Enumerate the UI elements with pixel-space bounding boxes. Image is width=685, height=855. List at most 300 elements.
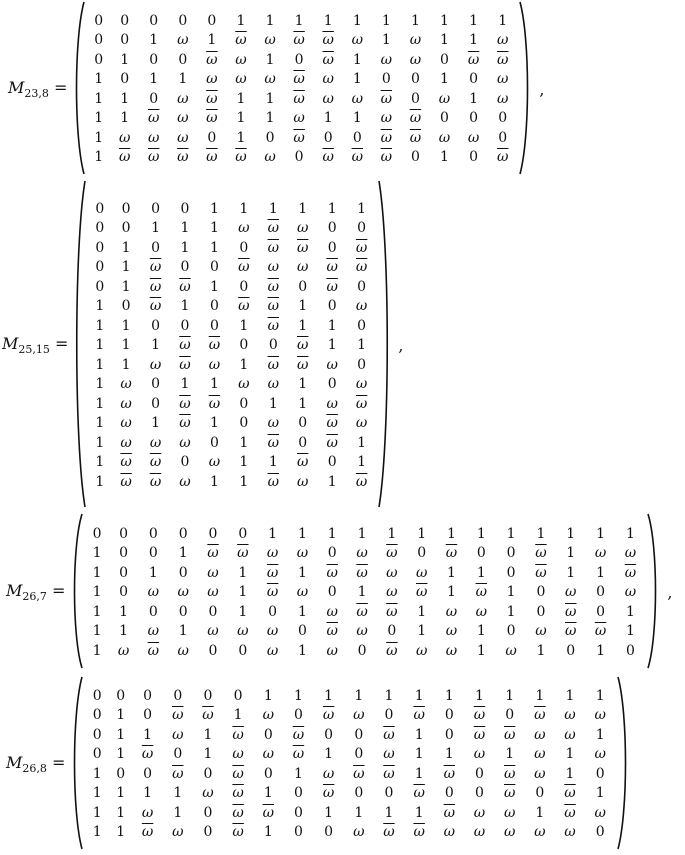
matrix-entry: 1 <box>323 12 333 29</box>
matrix-entry: $\overline{\omega}$ <box>118 149 131 166</box>
matrix-label: $M_{25,15}$ = <box>2 333 69 357</box>
matrix-entry: 1 <box>384 687 394 704</box>
matrix-entry: ω <box>467 129 480 146</box>
matrix-entry: ω <box>445 623 458 639</box>
matrix-entry: $\overline{\omega}$ <box>380 149 393 166</box>
matrix-entry: 1 <box>94 110 104 127</box>
matrix-entry: 1 <box>203 726 213 743</box>
matrix-entry: 0 <box>387 623 397 639</box>
matrix-row <box>85 725 615 745</box>
matrix-entry: ω <box>120 395 132 412</box>
matrix-entry: 0 <box>327 454 337 470</box>
matrix-entry: ω <box>594 545 607 561</box>
matrix-entry: 0 <box>381 71 391 88</box>
matrix-entry: 1 <box>121 317 131 334</box>
matrix-entry: 1 <box>298 395 308 412</box>
matrix-entry: 1 <box>476 642 486 659</box>
matrix-entry: $\overline{\omega}$ <box>172 765 184 782</box>
matrix-entry: 1 <box>354 804 364 821</box>
matrix-entry: 0 <box>505 707 515 724</box>
matrix-entry: $\overline{\omega}$ <box>238 298 250 314</box>
matrix-entry: 0 <box>469 71 479 88</box>
right-paren <box>645 511 661 674</box>
matrix-entry: 0 <box>357 642 367 659</box>
matrix-entry: 1 <box>357 434 367 451</box>
matrix-entry: $\overline{\omega}$ <box>238 259 250 275</box>
matrix-entry: 1 <box>209 415 219 431</box>
matrix-entry: $\overline{\omega}$ <box>179 278 191 295</box>
matrix-entry: 0 <box>327 298 337 314</box>
matrix-entry: 1 <box>505 687 515 704</box>
matrix-entry: 0 <box>120 32 130 49</box>
matrix-entry: $\overline{\omega}$ <box>149 259 162 275</box>
matrix-entry: ω <box>202 785 214 802</box>
matrix-entry: 1 <box>565 765 575 782</box>
matrix-entry: ω <box>564 726 576 743</box>
matrix-entry: ω <box>505 642 517 659</box>
matrix-entry: 0 <box>208 603 218 620</box>
matrix-entry: 0 <box>151 317 160 334</box>
matrix-entry: 1 <box>327 337 337 353</box>
matrix-entry: 1 <box>381 32 391 49</box>
matrix-entry: 1 <box>294 12 304 29</box>
matrix-entry: 0 <box>357 278 367 295</box>
matrix-entry: 1 <box>209 239 219 256</box>
matrix-entry: ω <box>624 545 637 561</box>
matrix-entry: 1 <box>239 473 249 490</box>
matrix-entry: 1 <box>265 51 275 68</box>
matrix-entry: ω <box>534 746 546 763</box>
matrix-entry: ω <box>564 707 576 724</box>
matrix-entry: ω <box>147 584 160 600</box>
matrix-grid <box>85 524 645 661</box>
matrix-entry: $\overline{\omega}$ <box>293 129 305 146</box>
matrix-entry: 0 <box>178 564 188 581</box>
matrix-entry: 1 <box>297 642 307 659</box>
matrix-entry: 0 <box>506 623 516 639</box>
matrix-entry: ω <box>237 623 249 639</box>
matrix-entry: 0 <box>323 129 333 146</box>
matrix-entry: ω <box>297 220 309 236</box>
matrix-entry: ω <box>351 90 363 107</box>
matrix-entry: 0 <box>208 642 218 659</box>
matrix-entry: 1 <box>417 623 427 639</box>
matrix-entry: 0 <box>475 765 484 782</box>
matrix-row <box>87 148 517 168</box>
matrix-entry: 1 <box>414 687 424 704</box>
matrix-entry: ω <box>266 623 279 639</box>
matrix-entry: $\overline{\omega}$ <box>326 623 338 639</box>
matrix-entry: 1 <box>268 454 278 470</box>
matrix-entry: 0 <box>357 220 367 236</box>
matrix-entry: $\overline{\omega}$ <box>326 278 338 295</box>
matrix-entry: 1 <box>203 746 213 763</box>
matrix-entry: ω <box>386 564 398 581</box>
matrix-entry: ω <box>120 434 132 451</box>
matrix-entry: 1 <box>92 785 102 802</box>
matrix-entry: 1 <box>92 824 102 841</box>
matrix-entry: $\overline{\omega}$ <box>266 564 279 581</box>
matrix-entry: 0 <box>208 525 218 542</box>
matrix-row <box>85 784 615 804</box>
matrix-entry: 0 <box>327 545 337 561</box>
matrix-entry: 0 <box>209 298 219 314</box>
matrix-entry: 0 <box>203 765 213 782</box>
matrix-row <box>85 621 645 641</box>
matrix-row <box>88 296 376 316</box>
matrix-entry: 0 <box>173 746 183 763</box>
matrix-entry: ω <box>293 110 305 127</box>
matrix-entry: 0 <box>180 317 190 334</box>
matrix-entry: 1 <box>298 317 308 334</box>
matrix-row <box>85 641 645 661</box>
matrix-entry: 0 <box>209 434 219 451</box>
left-paren <box>69 674 85 855</box>
matrix-entry: 1 <box>95 454 105 470</box>
matrix-entry: ω <box>296 545 309 561</box>
matrix-entry: ω <box>267 415 279 431</box>
matrix-row <box>88 238 376 258</box>
matrix-entry: $\overline{\omega}$ <box>206 110 218 127</box>
matrix-entry: 1 <box>95 356 105 373</box>
matrix-row <box>88 472 376 492</box>
matrix-entry: 0 <box>95 200 105 217</box>
matrix-entry: 1 <box>566 564 576 581</box>
matrix-entry: 0 <box>354 746 364 763</box>
matrix-entry: 1 <box>95 317 105 334</box>
matrix-block-m26-7 <box>0 512 672 672</box>
matrix-entry: ω <box>326 603 338 620</box>
left-paren <box>71 0 87 180</box>
matrix-entry: 0 <box>327 239 337 256</box>
right-paren <box>376 178 392 513</box>
matrix-entry: $\overline{\omega}$ <box>594 623 607 639</box>
matrix-entry: 1 <box>92 765 102 782</box>
right-paren <box>615 674 631 855</box>
matrix-entry: 0 <box>239 278 249 295</box>
matrix-label: $M_{26,7}$ = <box>6 580 66 604</box>
matrix-entry: $\overline{\omega}$ <box>565 623 577 639</box>
matrix-entry: 1 <box>294 765 303 782</box>
matrix-row <box>88 413 376 433</box>
matrix-entry: 0 <box>119 545 129 561</box>
matrix-entry: 1 <box>384 804 394 821</box>
matrix-entry: $\overline{\omega}$ <box>497 51 509 68</box>
matrix-entry: $\overline{\omega}$ <box>415 584 428 600</box>
matrix-entry: 0 <box>116 687 126 704</box>
matrix-entry: 1 <box>178 623 188 639</box>
matrix-row <box>85 706 615 726</box>
matrix-entry: 1 <box>440 12 449 29</box>
matrix-entry: 0 <box>239 415 249 431</box>
matrix-entry: ω <box>386 584 398 600</box>
matrix-entry: 1 <box>536 525 546 542</box>
matrix-entry: 0 <box>149 90 159 107</box>
matrix-entry: ω <box>297 473 309 490</box>
matrix-entry: $\overline{\omega}$ <box>232 804 244 821</box>
matrix-entry: 1 <box>95 473 105 490</box>
matrix-row <box>85 686 615 706</box>
matrix-entry: 1 <box>387 525 397 542</box>
matrix-entry: ω <box>232 746 244 763</box>
matrix-entry: 0 <box>294 824 303 841</box>
matrix-row <box>85 524 645 544</box>
matrix-entry: $\overline{\omega}$ <box>267 434 279 451</box>
matrix-entry: $\overline{\omega}$ <box>355 259 368 275</box>
matrix-entry: 1 <box>239 356 249 373</box>
matrix-entry: $\overline{\omega}$ <box>326 415 338 431</box>
matrix-entry: 0 <box>298 278 308 295</box>
matrix-entry: ω <box>208 356 221 373</box>
matrix-entry: 0 <box>116 765 126 782</box>
matrix-entry: $\overline{\omega}$ <box>267 317 279 334</box>
matrix-entry: $\overline{\omega}$ <box>322 149 334 166</box>
matrix-entry: ω <box>235 71 247 88</box>
matrix-entry: 1 <box>180 220 190 236</box>
matrix-row <box>85 543 645 563</box>
matrix-row <box>85 764 615 784</box>
matrix-entry: 1 <box>92 804 102 821</box>
matrix-entry: ω <box>473 824 486 841</box>
matrix-entry: $\overline{\omega}$ <box>322 785 335 802</box>
matrix-entry: 0 <box>143 707 153 724</box>
matrix-entry: 1 <box>447 564 456 581</box>
matrix-entry: ω <box>207 584 219 600</box>
matrix-entry: 1 <box>444 687 454 704</box>
left-paren <box>69 511 85 674</box>
matrix-entry: $\overline{\omega}$ <box>297 337 309 353</box>
matrix-entry: 1 <box>121 239 131 256</box>
matrix-entry: $\overline{\omega}$ <box>235 149 247 166</box>
matrix-entry: $\overline{\omega}$ <box>351 149 363 166</box>
matrix-row <box>87 128 517 148</box>
matrix-entry: 1 <box>625 623 635 639</box>
matrix-entry: ω <box>438 129 451 146</box>
matrix-entry: ω <box>355 376 368 392</box>
matrix-entry: 1 <box>294 687 303 704</box>
matrix-entry: $\overline{\omega}$ <box>141 746 154 763</box>
matrix-entry: 1 <box>180 239 190 256</box>
matrix-entry: 1 <box>239 454 249 470</box>
matrix-entry: $\overline{\omega}$ <box>409 110 422 127</box>
matrix-entry: 0 <box>410 90 420 107</box>
matrix-entry: ω <box>262 707 274 724</box>
matrix-entry: 1 <box>596 564 606 581</box>
matrix-entry: 0 <box>178 12 188 29</box>
matrix-entry: ω <box>409 51 422 68</box>
matrix-entry: 0 <box>294 785 303 802</box>
matrix-entry: $\overline{\omega}$ <box>148 149 160 166</box>
matrix-entry: $\overline{\omega}$ <box>237 545 249 561</box>
matrix-entry: ω <box>445 603 458 620</box>
matrix-row <box>88 374 376 394</box>
matrix-entry: 0 <box>151 395 160 412</box>
matrix-entry: 1 <box>323 110 333 127</box>
matrix-row <box>88 433 376 453</box>
matrix-entry: 1 <box>352 71 362 88</box>
matrix-entry: 1 <box>236 12 246 29</box>
matrix-entry: 1 <box>440 32 449 49</box>
matrix-entry: 1 <box>207 32 217 49</box>
matrix-entry: 0 <box>238 642 248 659</box>
matrix-entry: $\overline{\omega}$ <box>355 473 368 490</box>
matrix-entry: 1 <box>151 220 160 236</box>
matrix-entry: ω <box>238 220 250 236</box>
matrix-entry: 1 <box>298 376 308 392</box>
matrix-entry: 0 <box>440 110 449 127</box>
matrix-entry: 1 <box>469 32 479 49</box>
matrix-entry: 0 <box>95 278 105 295</box>
matrix-entry: 0 <box>148 545 158 561</box>
matrix-entry: ω <box>475 603 488 620</box>
matrix-entry: 0 <box>239 395 249 412</box>
matrix-entry: ω <box>238 376 250 392</box>
matrix-entry: 0 <box>148 525 158 542</box>
right-paren <box>517 0 533 180</box>
matrix-entry: 1 <box>268 395 278 412</box>
matrix-entry: $\overline{\omega}$ <box>297 454 309 470</box>
matrix-entry: ω <box>503 804 516 821</box>
trailing-comma: , <box>539 79 545 99</box>
matrix-entry: 1 <box>94 149 104 166</box>
matrix-entry: ω <box>497 90 509 107</box>
matrix-entry: 0 <box>294 804 303 821</box>
matrix-entry: 1 <box>327 473 337 490</box>
matrix-entry: ω <box>356 545 368 561</box>
matrix-entry: $\overline{\omega}$ <box>443 765 456 782</box>
matrix-entry: ω <box>497 32 509 49</box>
matrix-entry: $\overline{\omega}$ <box>564 804 576 821</box>
matrix-block-m26-8 <box>0 675 631 853</box>
matrix-entry: 0 <box>121 220 131 236</box>
matrix-entry: 0 <box>95 239 105 256</box>
matrix-entry: $\overline{\omega}$ <box>297 239 309 256</box>
matrix-entry: ω <box>326 395 338 412</box>
matrix-grid <box>85 686 615 842</box>
matrix-entry: 1 <box>143 726 153 743</box>
matrix-entry: ω <box>438 90 451 107</box>
matrix-entry: 1 <box>265 90 275 107</box>
matrix-entry: 0 <box>410 71 420 88</box>
matrix-entry: $\overline{\omega}$ <box>413 707 425 724</box>
matrix-entry: 0 <box>121 200 131 217</box>
matrix-entry: 1 <box>324 687 334 704</box>
matrix-entry: $\overline{\omega}$ <box>179 337 191 353</box>
matrix-entry: ω <box>351 32 363 49</box>
matrix-entry: 0 <box>324 726 334 743</box>
matrix-entry: 1 <box>209 473 219 490</box>
matrix-entry: 1 <box>95 337 105 353</box>
matrix-entry: 0 <box>151 239 160 256</box>
matrix-entry: ω <box>207 623 219 639</box>
matrix-entry: 1 <box>180 376 190 392</box>
matrix-entry: 0 <box>297 623 307 639</box>
matrix-entry: 1 <box>121 259 131 275</box>
matrix-entry: 1 <box>95 298 105 314</box>
matrix-entry: $\overline{\omega}$ <box>413 824 425 841</box>
matrix-entry: 1 <box>116 726 126 743</box>
matrix-entry: 1 <box>297 564 307 581</box>
matrix-entry: ω <box>264 32 276 49</box>
matrix-entry: ω <box>497 71 509 88</box>
matrix-entry: 1 <box>95 415 105 431</box>
matrix-entry: 1 <box>92 545 102 561</box>
matrix-grid <box>87 11 517 167</box>
matrix-entry: 1 <box>119 623 129 639</box>
matrix-entry: $\overline{\omega}$ <box>206 90 218 107</box>
matrix-entry: 1 <box>566 545 576 561</box>
matrix-entry: 1 <box>116 804 126 821</box>
matrix-entry: 1 <box>94 71 104 88</box>
matrix-entry: 1 <box>94 90 104 107</box>
matrix-entry: 0 <box>535 785 545 802</box>
matrix-entry: 0 <box>207 129 217 146</box>
matrix-entry: ω <box>535 623 547 639</box>
matrix-entry: $\overline{\omega}$ <box>355 239 368 256</box>
matrix-entry: $\overline{\omega}$ <box>267 278 279 295</box>
matrix-entry: 0 <box>268 603 278 620</box>
matrix-entry: ω <box>564 824 576 841</box>
matrix-entry: ω <box>207 564 219 581</box>
matrix-entry: 1 <box>447 584 456 600</box>
matrix-entry: 1 <box>297 525 307 542</box>
matrix-entry: $\overline{\omega}$ <box>409 129 422 146</box>
matrix-entry: 1 <box>209 220 219 236</box>
matrix-entry: 0 <box>180 259 190 275</box>
matrix-entry: $\overline{\omega}$ <box>297 356 309 373</box>
matrix-entry: 0 <box>95 259 105 275</box>
matrix-entry: $\overline{\omega}$ <box>413 785 425 802</box>
matrix-entry: 0 <box>410 149 420 166</box>
matrix-entry: 0 <box>120 12 130 29</box>
matrix-entry: 1 <box>120 90 130 107</box>
matrix-entry: 0 <box>506 545 516 561</box>
matrix-entry: $\overline{\omega}$ <box>326 259 338 275</box>
matrix-entry: ω <box>326 642 338 659</box>
matrix-entry: 0 <box>357 356 367 373</box>
matrix-entry: 1 <box>268 525 278 542</box>
matrix-entry: $\overline{\omega}$ <box>149 298 162 314</box>
matrix-entry: 1 <box>505 746 515 763</box>
matrix-entry: 1 <box>327 317 337 334</box>
matrix-entry: ω <box>355 298 368 314</box>
matrix-entry: $\overline{\omega}$ <box>326 564 338 581</box>
matrix-entry: ω <box>264 149 276 166</box>
matrix-label: $M_{26,8}$ = <box>6 752 66 776</box>
matrix-entry: ω <box>380 51 393 68</box>
matrix-entry: ω <box>445 642 458 659</box>
matrix-entry: 0 <box>180 454 190 470</box>
matrix-entry: ω <box>473 804 486 821</box>
matrix-row <box>88 199 376 219</box>
matrix-entry: 1 <box>498 12 508 29</box>
matrix-entry: $\overline{\omega}$ <box>535 564 547 581</box>
matrix-entry: ω <box>120 376 132 392</box>
matrix-entry: 1 <box>116 707 126 724</box>
matrix-entry: 1 <box>596 525 606 542</box>
matrix-entry: $\overline{\omega}$ <box>356 603 368 620</box>
matrix-entry: 1 <box>236 110 246 127</box>
matrix-entry: $\overline{\omega}$ <box>267 356 279 373</box>
matrix-entry: $\overline{\omega}$ <box>445 545 458 561</box>
matrix-entry: 1 <box>324 804 334 821</box>
matrix-entry: 0 <box>207 12 217 29</box>
matrix-entry: ω <box>149 434 162 451</box>
matrix-entry: 0 <box>151 200 160 217</box>
matrix-entry: 1 <box>263 824 273 841</box>
matrix-entry: 1 <box>536 642 546 659</box>
matrix-entry: ω <box>267 259 279 275</box>
